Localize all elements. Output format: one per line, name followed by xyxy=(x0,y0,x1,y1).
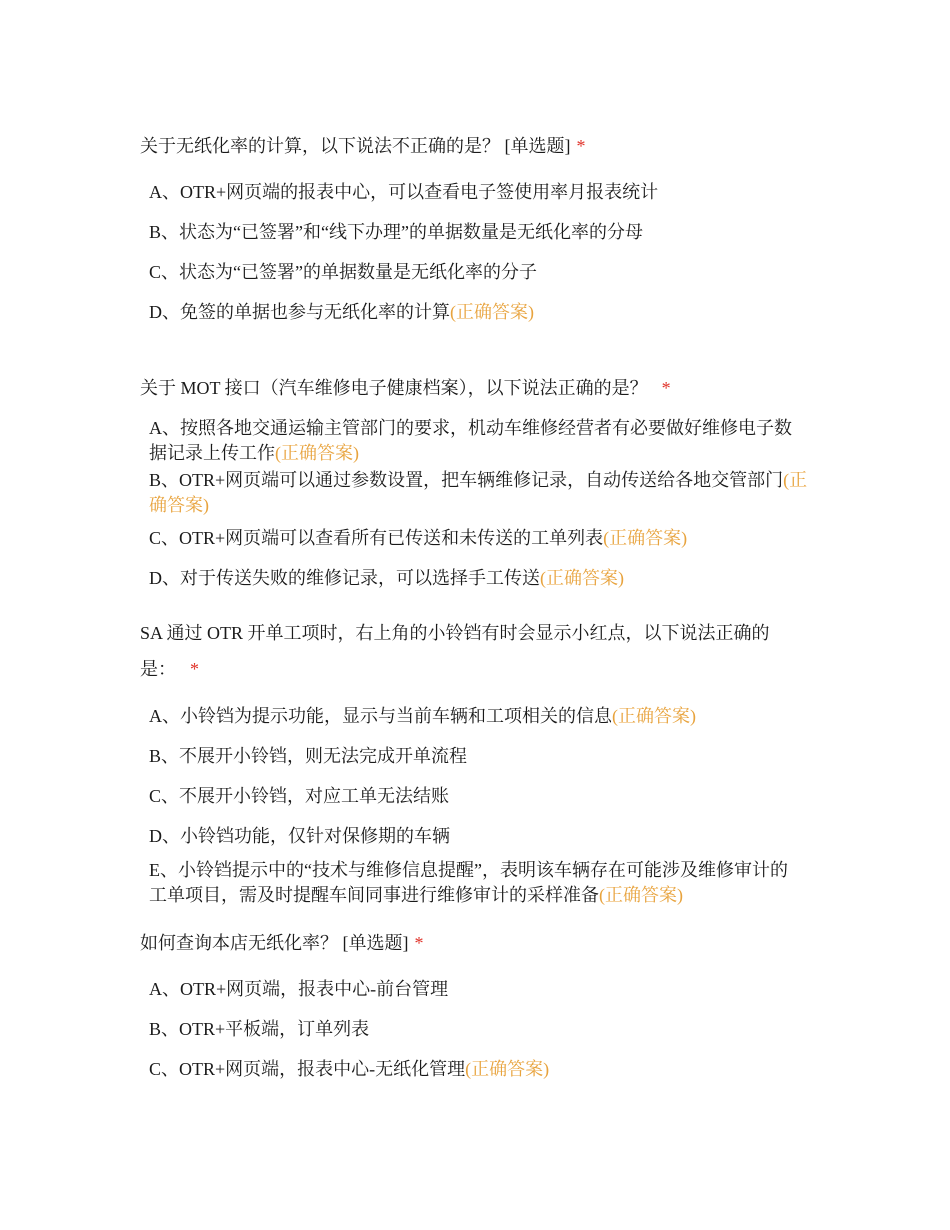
q2-option-b[interactable] xyxy=(149,468,809,518)
option-text: B、不展开小铃铛，则无法完成开单流程 xyxy=(149,746,468,766)
correct-answer-mark: (正确答案) xyxy=(149,470,808,515)
q1-option-d[interactable] xyxy=(149,300,809,325)
option-text: B、OTR+网页端可以通过参数设置，把车辆维修记录，自动传送给各地交管部门 xyxy=(149,470,784,490)
correct-answer-mark: (正确答案) xyxy=(450,302,534,322)
q4-option-c[interactable] xyxy=(149,1057,809,1082)
option-text: C、状态为“已签署”的单据数量是无纸化率的分子 xyxy=(149,262,537,282)
question-3 xyxy=(140,615,800,687)
option-text: D、小铃铛功能，仅针对保修期的车辆 xyxy=(149,826,450,846)
correct-answer-mark: (正确答案) xyxy=(603,528,688,548)
q4-option-b[interactable] xyxy=(149,1017,809,1042)
option-text: A、按照各地交通运输主管部门的要求，机动车维修经营者有必要做好维修电子数据记录上传工作 xyxy=(149,418,792,463)
q3-option-d[interactable] xyxy=(149,824,809,849)
q2-option-c[interactable] xyxy=(149,526,809,551)
q1-option-a[interactable] xyxy=(149,180,809,205)
option-text: C、不展开小铃铛，对应工单无法结账 xyxy=(149,786,450,806)
q4-option-a[interactable] xyxy=(149,977,809,1002)
option-text: A、小铃铛为提示功能，显示与当前车辆和工项相关的信息 xyxy=(149,706,612,726)
option-text: A、OTR+网页端，报表中心-前台管理 xyxy=(149,979,449,999)
q1-option-c[interactable] xyxy=(149,260,809,285)
required-mark: * xyxy=(190,659,199,679)
question-text: 关于无纸化率的计算，以下说法不正确的是？ [单选题] xyxy=(140,136,571,156)
option-text: C、OTR+网页端，报表中心-无纸化管理 xyxy=(149,1059,466,1079)
correct-answer-mark: (正确答案) xyxy=(465,1059,550,1079)
q3-option-c[interactable] xyxy=(149,784,809,809)
option-text: B、状态为“已签署”和“线下办理”的单据数量是无纸化率的分母 xyxy=(149,222,643,242)
option-text: C、OTR+网页端可以查看所有已传送和未传送的工单列表 xyxy=(149,528,604,548)
q2-option-d[interactable] xyxy=(149,566,809,591)
q3-option-e[interactable] xyxy=(149,858,799,908)
question-1 xyxy=(140,128,820,164)
option-text: D、免签的单据也参与无纸化率的计算 xyxy=(149,302,450,322)
question-text: 关于 MOT 接口（汽车维修电子健康档案），以下说法正确的是？ xyxy=(140,378,648,398)
correct-answer-mark: (正确答案) xyxy=(612,706,696,726)
question-4 xyxy=(140,925,820,961)
option-text: B、OTR+平板端，订单列表 xyxy=(149,1019,370,1039)
question-2 xyxy=(140,370,820,406)
q2-option-a[interactable] xyxy=(149,416,809,466)
question-text: 如何查询本店无纸化率？ [单选题] xyxy=(140,933,409,953)
required-mark: * xyxy=(576,136,586,156)
correct-answer-mark: (正确答案) xyxy=(599,885,683,905)
option-text: D、对于传送失败的维修记录，可以选择手工传送 xyxy=(149,568,540,588)
q1-option-b[interactable] xyxy=(149,220,809,245)
question-text: SA 通过 OTR 开单工项时，右上角的小铃铛有时会显示小红点，以下说法正确的是： xyxy=(140,623,770,679)
required-mark: * xyxy=(661,378,671,398)
option-text: A、OTR+网页端的报表中心，可以查看电子签使用率月报表统计 xyxy=(149,182,659,202)
correct-answer-mark: (正确答案) xyxy=(540,568,624,588)
correct-answer-mark: (正确答案) xyxy=(275,443,359,463)
q3-option-b[interactable] xyxy=(149,744,809,769)
option-text: E、小铃铛提示中的“技术与维修信息提醒”，表明该车辆存在可能涉及维修审计的工单项目，需及时提醒车间同事进行维修审计的采样准备 xyxy=(149,860,788,905)
required-mark: * xyxy=(414,933,424,953)
q3-option-a[interactable] xyxy=(149,704,809,729)
